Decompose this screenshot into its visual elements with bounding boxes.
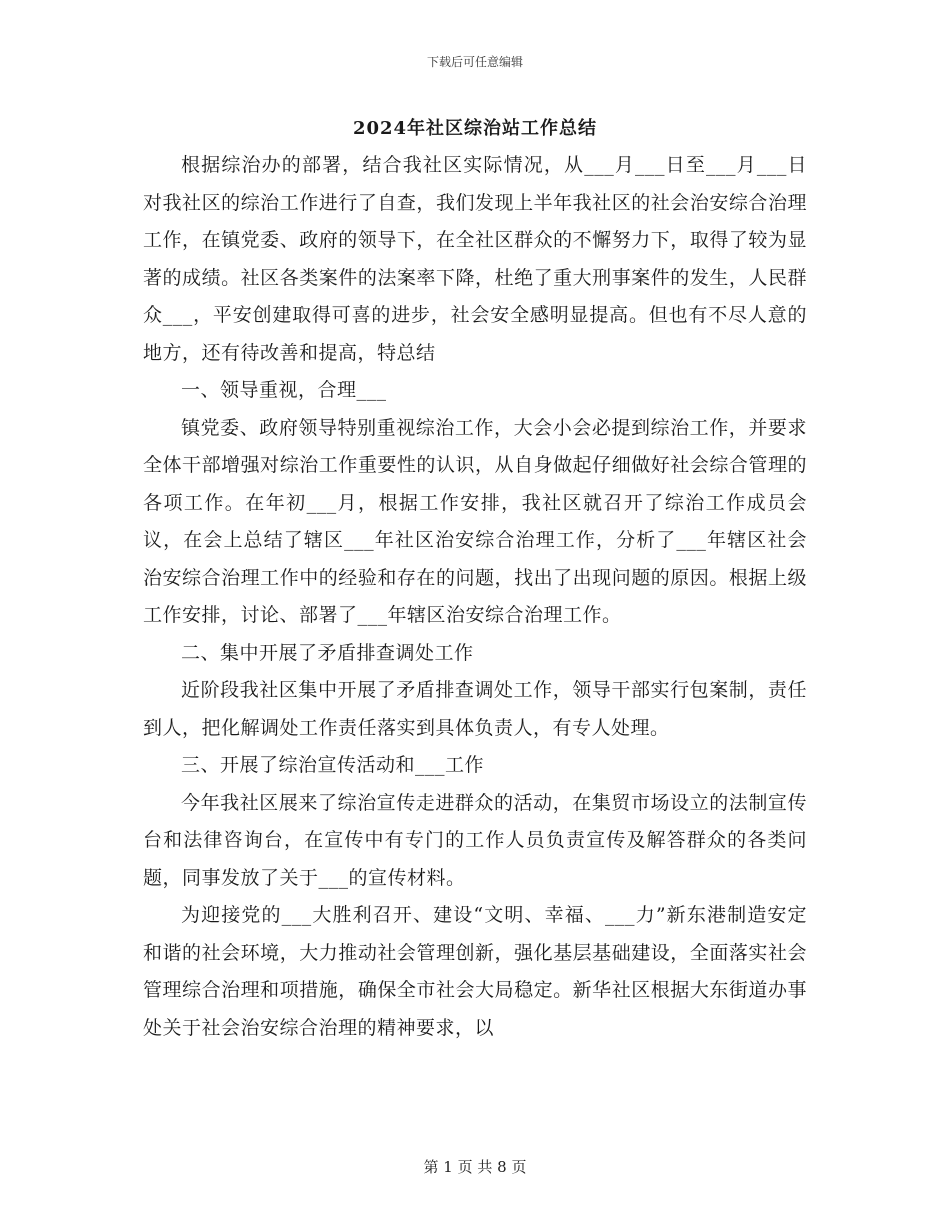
paragraph-section-2: 近阶段我社区集中开展了矛盾排查调处工作，领导干部实行包案制，责任到人，把化解调处工作责任落实到具体负责人，有专人处理。 [143,679,807,739]
page-header: 下载后可任意编辑 [426,55,523,69]
page-number: 第 1 页 共 8 页 [423,1158,527,1176]
document-title: 2024年社区综治站工作总结 [352,118,598,139]
section-heading-2: 二、集中开展了矛盾排查调处工作 [181,641,474,664]
section-heading-1: 一、领导重视，合理___ [181,379,387,401]
document-body [143,147,807,1047]
paragraph-section-3-cont: 为迎接党的___大胜利召开、建设“文明、幸福、___力”新东港制造安定和谐的社会环境，大力推动社会管理创新，强化基层基础建设，全面落实社会管理综合治理和项措施，确保全市社会大局稳定。新华社区根据大东街道办事处关于社会治安综合治理的精神要求，以 [143,904,807,1039]
paragraph-section-3: 今年我社区展来了综治宣传走进群众的活动，在集贸市场设立的法制宣传台和法律咨询台，在宣传中有专门的工作人员负责宣传及解答群众的各类问题，同事发放了关于___的宣传材料。 [143,791,807,889]
section-heading-3: 三、开展了综治宣传活动和___工作 [181,754,485,776]
paragraph-section-1: 镇党委、政府领导特别重视综治工作，大会小会必提到综治工作，并要求全体干部增强对综治工作重要性的认识，从自身做起仔细做好社会综合管理的各项工作。在年初___月，根据工作安排，我社区就召开了综治工作成员会议，在会上总结了辖区___年社区治安综合治理工作，分析了___年辖区社会治安综合治理工作中的经验和存在的问题，找出了出现问题的原因。根据上级工作安排，讨论、部署了___年辖区治安综合治理工作。 [143,416,807,626]
paragraph-intro: 根据综治办的部署，结合我社区实际情况，从___月___日至___月___日对我社区的综治工作进行了自查，我们发现上半年我社区的社会治安综合治理工作，在镇党委、政府的领导下，在全社区群众的不懈努力下，取得了较为显著的成绩。社区各类案件的法案率下降，杜绝了重大刑事案件的发生，人民群众___，平安创建取得可喜的进步，社会安全感明显提高。但也有不尽人意的地方，还有待改善和提高，特总结 [143,154,807,364]
